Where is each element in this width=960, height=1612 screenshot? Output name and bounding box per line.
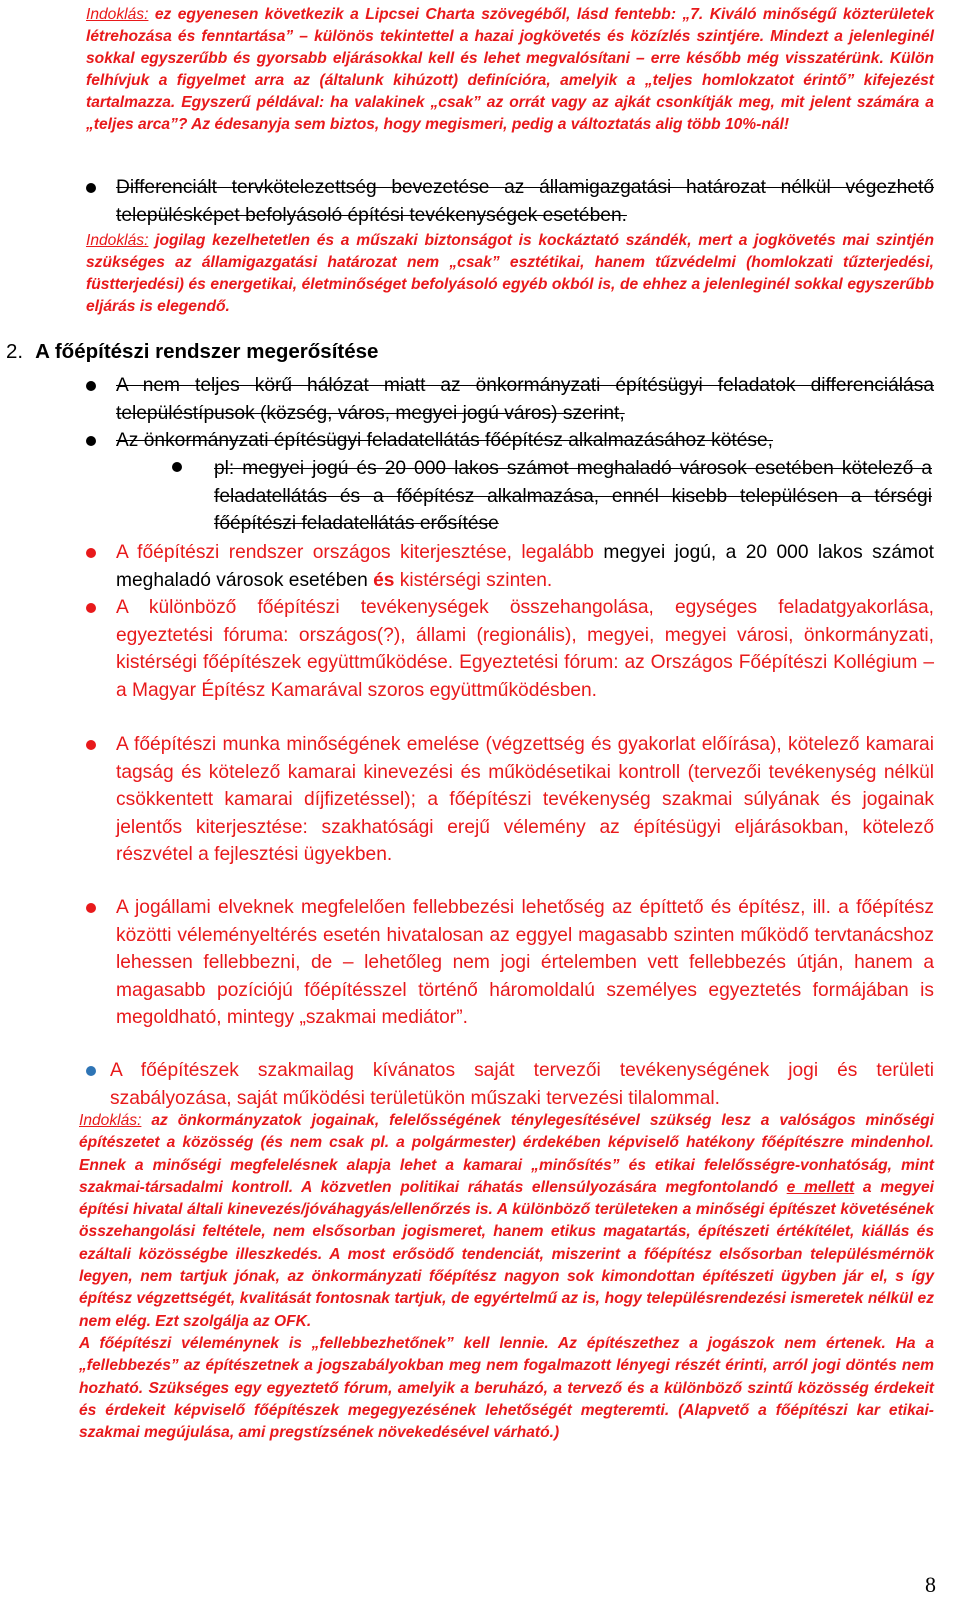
text-run: A főépítészi rendszer országos kiterjesztése, legalább bbox=[116, 542, 604, 563]
list-item-diff bbox=[86, 174, 934, 229]
list-item-b2a bbox=[172, 455, 932, 538]
text-run-bold: és bbox=[373, 569, 395, 591]
justification-p2: A főépítészi véleménynek is „fellebbezhetőnek” kell lennie. Az építészethez a jogászok nem értenek. Ha a „fellebbezés” az építészetnek a jogszabályokban meg nem fogalmazott lényegi részét érinti, arról jogi döntés nem hozható. Szükséges egy egyeztető fórum, amelyik a beruházó, a tervező és a különböző szintű közösség érdekeit és érdekeit képviselő főépítészek megegyezésének lehetőségét megteremti. (Alapvető a főépítészi kar etikai-szakmai megújulása, ami pregstízsének növekedésével várható.) bbox=[79, 1334, 934, 1442]
text-run: megyei jogú, a 20 000 lakos számot meghaladó városok esetében bbox=[116, 542, 934, 591]
text-run-underlined: e mellett bbox=[786, 1178, 855, 1196]
bullet-icon bbox=[86, 903, 96, 913]
bullet-icon bbox=[86, 436, 96, 446]
list-item-text bbox=[116, 539, 934, 594]
section-title: A főépítészi rendszer megerősítése bbox=[35, 340, 379, 363]
text-run: kistérségi szinten. bbox=[394, 569, 553, 591]
list-item-b2 bbox=[86, 427, 934, 455]
list-item-text: A főépítészi munka minőségének emelése (végzettség és gyakorlat előírása), kötelező kamarai tagság és kötelező kamarai kinevezési és működésetikai kontroll (tervezői tevékenység nélkül csökkentett kamarai díjfizetéssel); a főépítészi tevékenység szakmai súlyának és jogainak jelentős kiterjesztése: szakhatósági erejű vélemény az építésügyi eljárásokban, kötelező részvétel a fejlesztési ügyekben. bbox=[116, 734, 934, 865]
list-item-text: A főépítészek szakmailag kívánatos saját tervezői tevékenységének jogi és területi szabályozása, saját működési területükön műszaki tervezési tilalommal. bbox=[110, 1060, 934, 1109]
list-item-b1 bbox=[86, 372, 934, 427]
justification-label: Indoklás: bbox=[79, 1112, 142, 1129]
justification-p1 bbox=[79, 1110, 934, 1333]
bullet-icon bbox=[86, 548, 96, 558]
list-item-text: A nem teljes körű hálózat miatt az önkormányzati építésügyi feladatok differenciálása településtípusok (község, város, megyei jogú város) szerint, bbox=[116, 375, 934, 424]
list-item-text: pl: megyei jogú és 20 000 lakos számot meghaladó városok esetében kötelező a feladatellátás és a főépítész alkalmazása, ennél kisebb településen a térségi főépítészi feladatellátás erősítése bbox=[214, 458, 932, 534]
bullet-icon bbox=[86, 183, 96, 193]
section-heading bbox=[6, 340, 378, 364]
list-item-text: Differenciált tervkötelezettség bevezetése az államigazgatási határozat nélkül végezhető településképet befolyásoló építési tevékenységek esetében. bbox=[116, 177, 934, 226]
bullet-icon bbox=[86, 381, 96, 391]
justification-text: ez egyenesen következik a Lipcsei Charta szövegéből, lásd fentebb: „7. Kiváló minőségű közterületek létrehozása és fenntartása” – különös tekintettel a hazai jogkövetés és közízlés szintjére. Mindezt a jelenleginél sokkal egyszerűbb és gyorsabb eljárásokkal kell és lehet megvalósítani – erre később még visszatérünk. Külön felhívjuk a figyelmet arra az (általunk kihúzott) definícióra, amelyik a „teljes homlokzatot érintő” kifejezést tartalmazza. Egyszerű példával: ha valakinek „csak” az orrát vagy az ajkát csonkítják meg, mit jelent számára a „teljes arca”? Az édesanyja sem biztos, hogy megismeri, pedig a változtatás alig több 10%-nál! bbox=[86, 6, 934, 133]
text-run: az önkormányzatok jogainak, felelősségének ténylegesítésével szükség lesz a valóságos minőségi építészetet a közösség (és nem csak pl. a polgármester) érdekében képviselő hatékony főépítészre mindenhol. Ennek a minőségi megfelelésnek alapja lehet a kamarai „minősítés” és etikai felelősségre-vonhatóság, mint szakmai-társadalmi kontroll. A közvetlen politikai ráhatás ellensúlyozására megfontolandó bbox=[79, 1112, 934, 1196]
list-item-text: A különböző főépítészi tevékenységek összehangolása, egységes feladatgyakorlása, egyeztetési fóruma: országos(?), állami (regionális), megyei, megyei városi, önkormányzati, kistérségi főépítészek együttműködése. Egyeztetési fórum: az Országos Főépítészi Kollégium – a Magyar Építész Kamarával szoros együttműködésben. bbox=[116, 597, 934, 701]
bullet-icon bbox=[86, 603, 96, 613]
justification-paragraph-2 bbox=[86, 230, 934, 318]
list-item-b7 bbox=[80, 1057, 934, 1112]
bullet-icon bbox=[86, 740, 96, 750]
justification-paragraph-1 bbox=[86, 4, 934, 136]
text-run: a megyei építési hivatal általi kinevezés/jóváhagyás/ellenőrzés is. A különböző területeken a minőségi építészet követésének összehangolási feltétele, nem elsősorban jogismeret, hanem etikus magatartás, építészeti értékítélet, kiállás és ezáltali közösségbe illeszkedés. A most erősödő tendenciát, miszerint a főépítész elsősorban településmérnök legyen, nem tartjuk jónak, az önkormányzati főépítész nagyon sok kimondottan építészeti ügyben jár el, s így építész végzettségét, kvalitását fontosnak tartjuk, de egyértelmű az is, hogy településrendezési ismeretek nélkül ez nem elég. Ezt szolgálja az OFK. bbox=[79, 1178, 934, 1330]
justification-paragraph-3 bbox=[79, 1110, 934, 1444]
justification-label: Indoklás: bbox=[86, 6, 149, 23]
page-number: 8 bbox=[925, 1572, 936, 1597]
list-item-b5 bbox=[86, 731, 934, 869]
list-item-b6 bbox=[86, 894, 934, 1032]
justification-text: jogilag kezelhetetlen és a műszaki biztonságot is kockáztató szándék, mert a jogkövetés mai szintjén szükséges az államigazgatási határozat nem „csak” esztétikai, hanem tűzvédelmi (homlokzati tűzterjedési, füstterjedési) és energetikai, életminőséget befolyásoló egyéb okból is, de ehhez a jelenleginél sokkal egyszerűbb eljárás is elegendő. bbox=[86, 232, 934, 315]
list-item-b4 bbox=[86, 594, 934, 704]
justification-label: Indoklás: bbox=[86, 232, 149, 249]
list-item-text: Az önkormányzati építésügyi feladatellátás főépítész alkalmazásához kötése, bbox=[116, 430, 774, 451]
list-item-b3 bbox=[86, 539, 934, 594]
list-item-text: A jogállami elveknek megfelelően fellebbezési lehetőség az építtető és építész, ill. a főépítész közötti véleményeltérés esetén hivatalosan az eggyel magasabb szinten működő tervtanácshoz lehessen fellebbezni, de – lehetőleg nem jogi értelemben vett fellebbezés útján, hanem a magasabb pozíciójú főépítésszel történő háromoldalú személyes egyeztetés formájában is megoldható, mintegy „szakmai mediátor”. bbox=[116, 897, 934, 1028]
section-number: 2. bbox=[6, 340, 24, 363]
bullet-icon bbox=[86, 1066, 96, 1076]
bullet-icon bbox=[172, 462, 182, 472]
